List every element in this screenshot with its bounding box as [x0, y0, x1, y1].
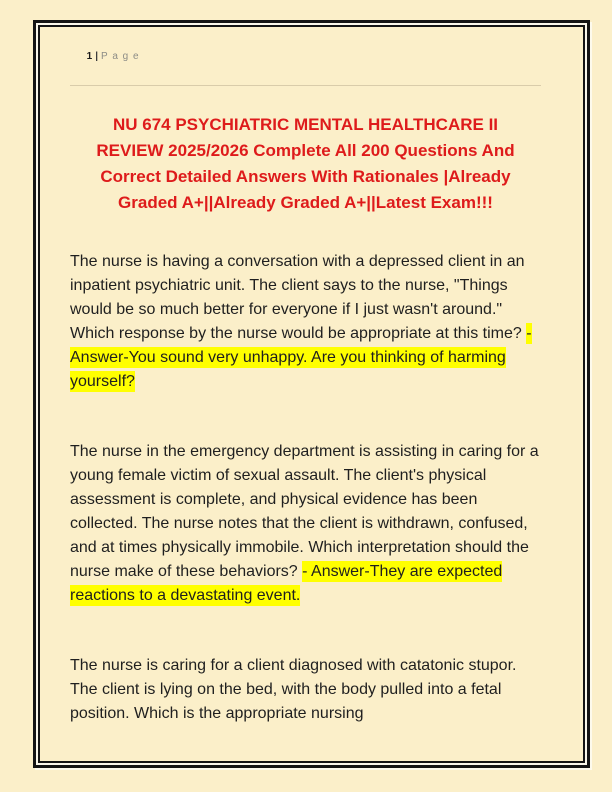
qa-answer-highlight: - Answer-They are expected reactions to a devastating event.: [70, 563, 503, 604]
qa-item: [70, 654, 541, 726]
page-content-area: [38, 25, 585, 763]
title-line-3: Correct Detailed Answers With Rationales |Already: [100, 167, 511, 186]
document-title: [70, 112, 541, 216]
title-line-1: NU 674 PSYCHIATRIC MENTAL HEALTHCARE II: [112, 115, 499, 134]
header-divider: |: [95, 51, 99, 62]
title-line-4: Graded A+||Already Graded A+||Latest Exam!!!: [118, 193, 493, 212]
page-number: 1: [86, 51, 93, 62]
page-frame: [33, 20, 590, 768]
qa-item: [70, 250, 541, 394]
page-header: [70, 36, 541, 86]
qa-question: The nurse is caring for a client diagnosed with catatonic stupor. The client is lying on the bed, with the body pulled into a fetal position. Which is the appropriate nursing: [70, 657, 517, 722]
qa-question: The nurse is having a conversation with a depressed client in an inpatient psychiatric unit. The client says to the nurse, "Things would be so much better for everyone if I just wasn't around." Which response by the nurse would be appropriate at this time?: [70, 253, 527, 342]
qa-answer-highlight: - Answer-You sound very unhappy. Are you thinking of harming yourself?: [70, 325, 532, 390]
qa-section: [70, 250, 541, 726]
qa-item: [70, 440, 541, 608]
page-word-label: P a g e: [101, 51, 140, 62]
qa-question: The nurse in the emergency department is assisting in caring for a young female victim of sexual assault. The client's physical assessment is complete, and physical evidence has been collected. The nurse notes that the client is withdrawn, confused, and at times physically immobile. Which interpretation should the nurse make of these behaviors?: [70, 443, 539, 580]
title-line-2: REVIEW 2025/2026 Complete All 200 Questions And: [96, 141, 515, 160]
